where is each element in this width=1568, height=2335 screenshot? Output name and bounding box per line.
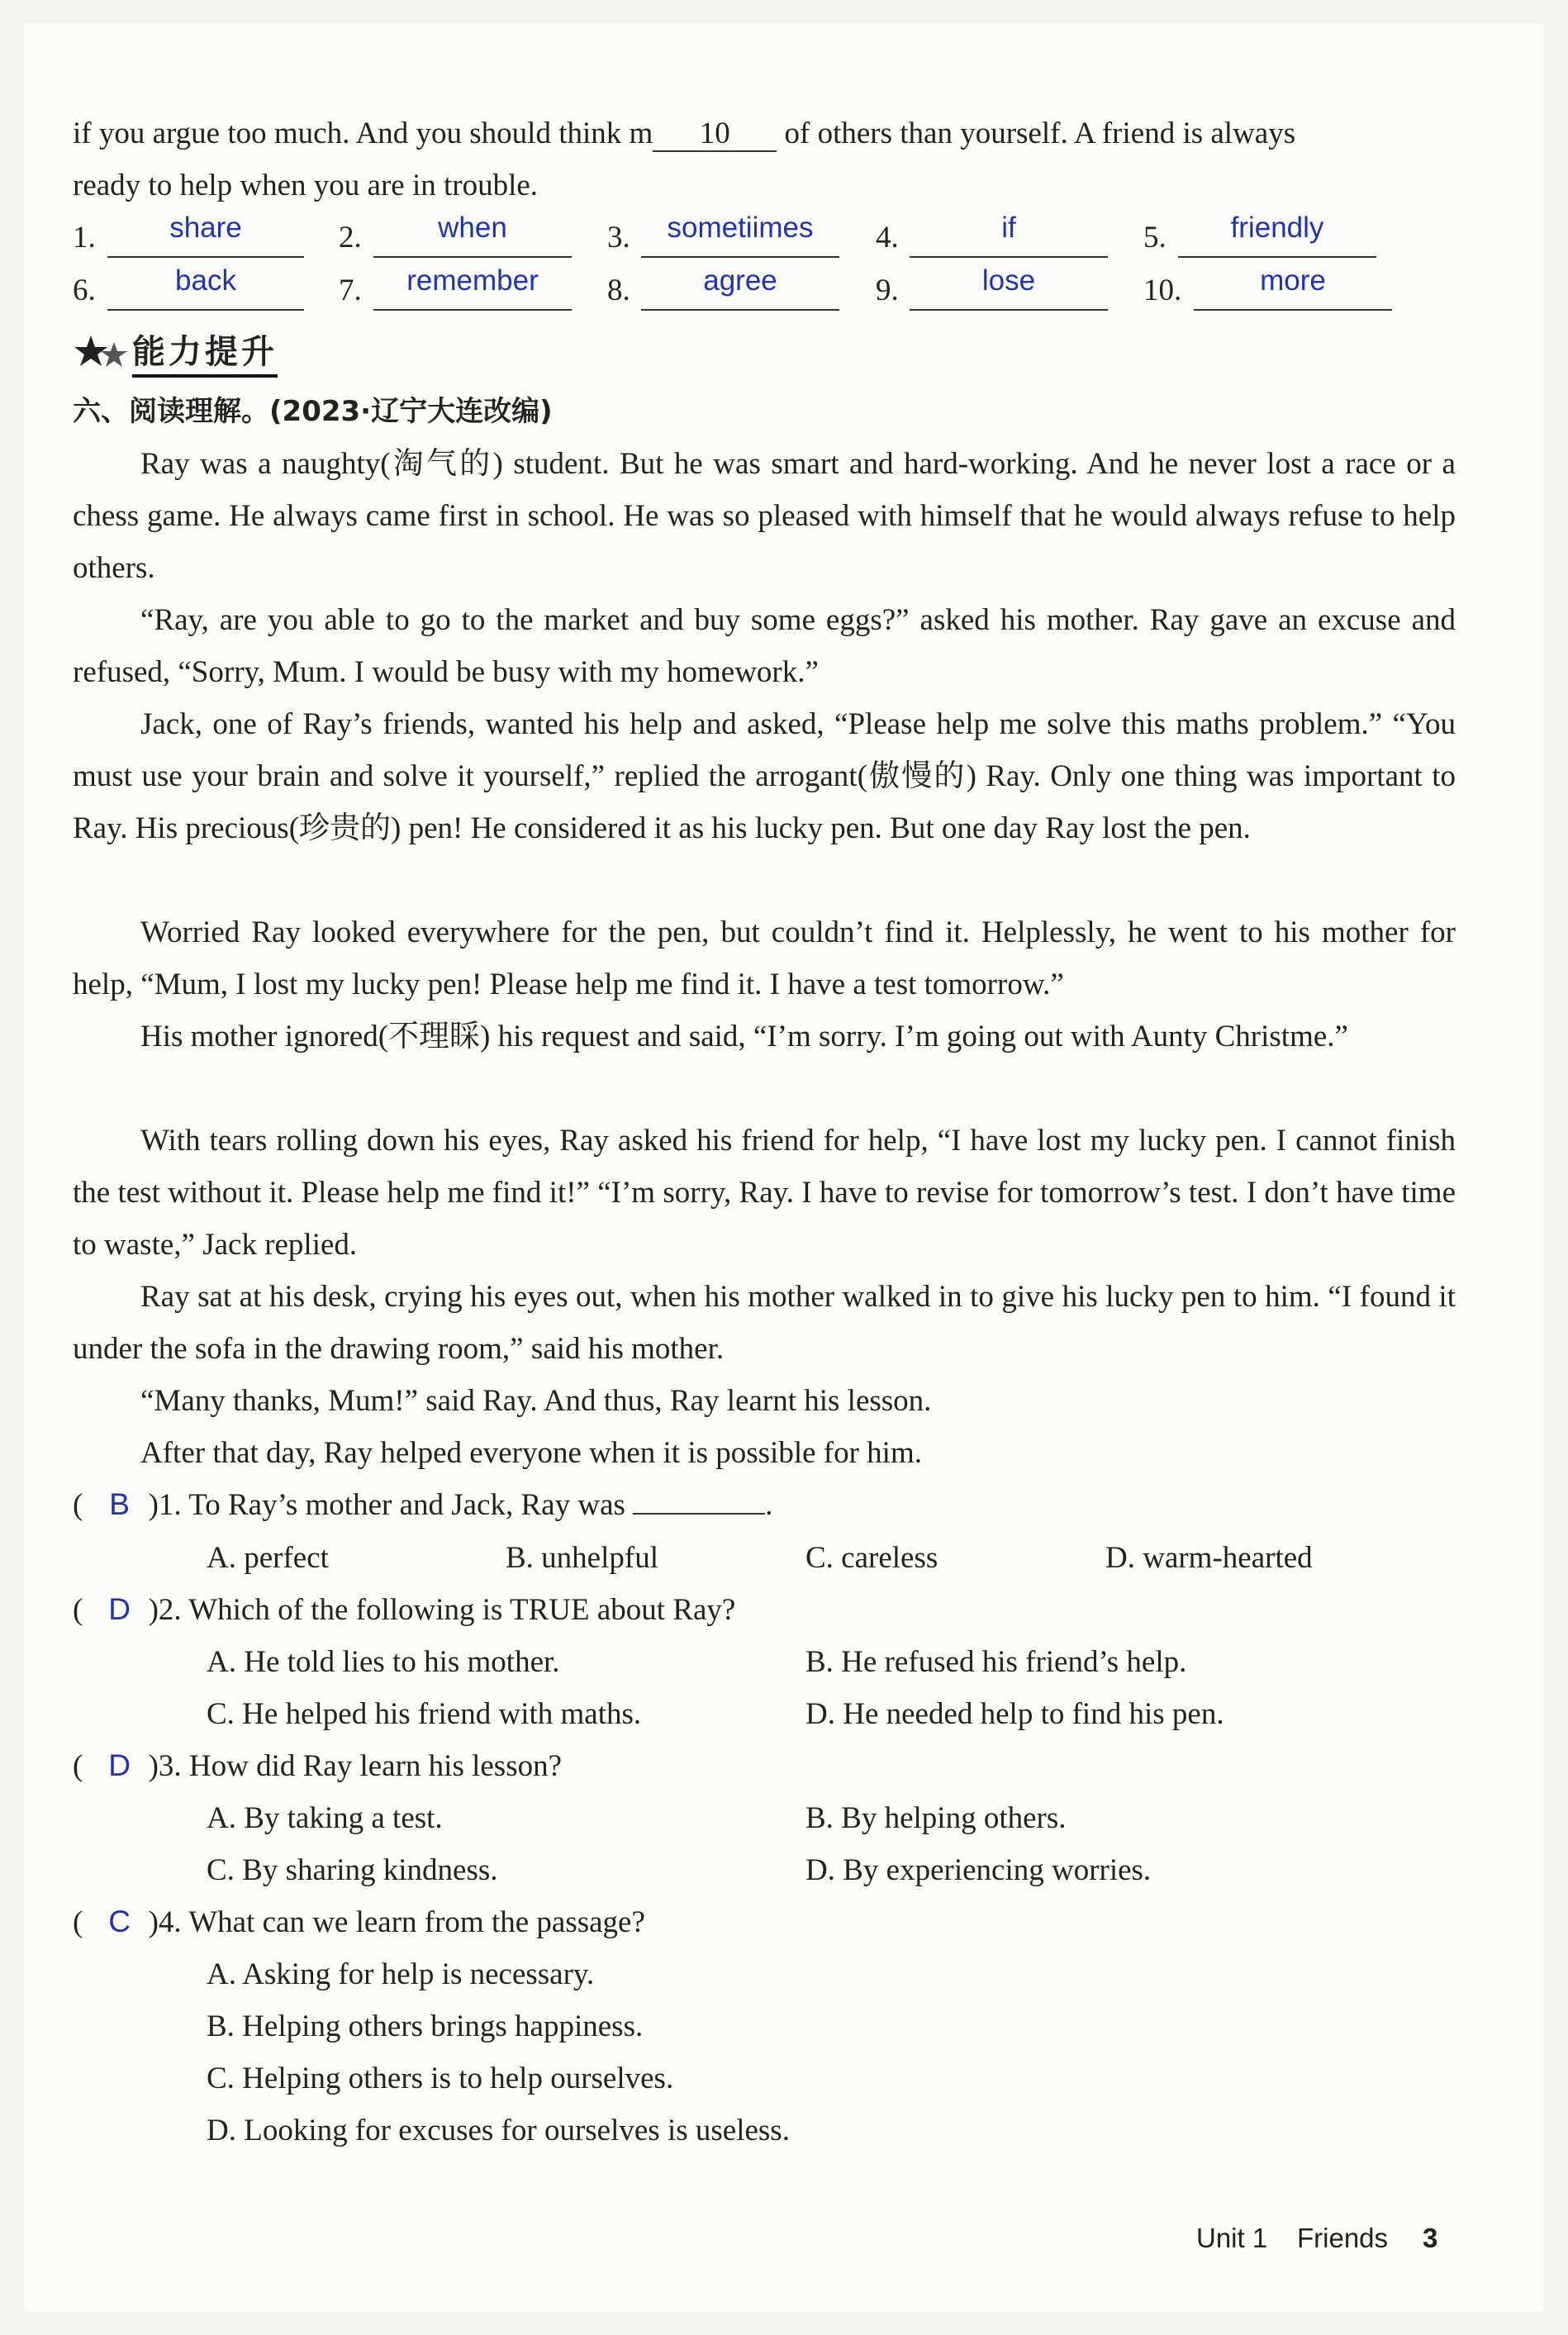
option: A. He told lies to his mother. [207,1645,560,1679]
blank-line [373,256,572,258]
blank-answer: friendly [1230,212,1324,244]
passage-paragraph: With tears rolling down his eyes, Ray asked his friend for help, “I have lost my lucky pen. I cannot finish the test without it. Please help me find it!” “I’m sorry, Ray. I have to revise for tomorrow’s test. I don’t have time to waste,” Jack replied. [73,1124,1456,1262]
passage-paragraph: Worried Ray looked everywhere for the pen, but couldn’t find it. Helplessly, he went to his mother for help, “Mum, I lost my lucky pen! Please help me find it. I have a test tomorrow.” [73,915,1456,1001]
passage-paragraph: Ray was a naughty(淘气的) student. But he was smart and hard-working. And he never lost a race or a chess game. He always came first in school. He was so pleased with himself that he would always refuse to help others. [73,447,1456,585]
option: D. warm-hearted [1105,1541,1313,1575]
option: C. He helped his friend with maths. [207,1697,642,1731]
blank-number: 4. [876,221,899,254]
blank-number: 7. [339,273,362,307]
option: B. He refused his friend’s help. [805,1645,1187,1679]
option: D. Looking for excuses for ourselves is useless. [207,2114,790,2147]
answer-choice: D [108,1592,131,1626]
section-title: 能力提升 [132,326,278,378]
passage-paragraph: After that day, Ray helped everyone when it is possible for him. [140,1436,922,1470]
inline-blank: 10 [653,117,777,152]
blank-answer: when [438,212,507,244]
answer-choice: B [109,1487,130,1521]
answer-choice: C [108,1905,131,1938]
blank-answer: if [1001,212,1016,244]
option: C. By sharing kindness. [207,1853,498,1887]
option: A. Asking for help is necessary. [207,1957,595,1991]
passage-paragraph: “Ray, are you able to go to the market and buy some eggs?” asked his mother. Ray gave an excuse and refused, “Sorry, Mum. I would be busy with my homework.” [73,603,1456,689]
stars-icon [73,331,131,380]
question: ( B )1. To Ray’s mother and Jack, Ray was . [73,1487,773,1522]
blank-number: 2. [339,221,362,254]
option: C. Helping others is to help ourselves. [207,2062,674,2095]
option: B. By helping others. [805,1801,1067,1835]
blank-number: 6. [73,273,96,307]
blank-number: 1. [73,221,96,254]
option: B. Helping others brings happiness. [207,2009,644,2043]
blank-answer: back [175,264,236,297]
blank-line [373,309,572,311]
blank-answer: lose [981,264,1036,297]
answer-choice: D [108,1748,131,1782]
blank-answer: remember [406,264,539,297]
question: ( C )4. What can we learn from the passage? [73,1905,645,1939]
blank-line [641,309,839,311]
blank-answer: share [169,212,242,244]
blank-answer: agree [703,264,777,297]
passage-paragraph: His mother ignored(不理睬) his request and said, “I’m sorry. I’m going out with Aunty Christme.” [140,1020,1348,1053]
blank-number: 10. [1143,273,1182,307]
option: A. By taking a test. [207,1801,443,1835]
passage-paragraph: “Many thanks, Mum!” said Ray. And thus, Ray learnt his lesson. [140,1384,932,1418]
text-line: if you argue too much. And you should think m 10 of others than yourself. A friend is always [73,117,1296,150]
blank-answer: sometiimes [667,212,814,244]
blank-number: 8. [607,273,630,307]
text-line: ready to help when you are in trouble. [73,169,539,202]
blank-line [641,256,839,258]
blank-number: 5. [1143,221,1166,254]
passage-paragraph: Ray sat at his desk, crying his eyes out, when his mother walked in to give his lucky pen to him. “I found it under the sofa in the drawing room,” said his mother. [73,1280,1456,1366]
footer-title: Friends [1297,2223,1389,2253]
blank-line [107,256,304,258]
reading-heading: 六、阅读理解。(2023·辽宁大连改编) [73,395,553,428]
question: ( D )3. How did Ray learn his lesson? [73,1748,563,1783]
option: D. By experiencing worries. [805,1853,1152,1887]
blank-answer: more [1260,264,1326,297]
option: B. unhelpful [506,1541,658,1575]
option: A. perfect [207,1541,329,1575]
blank-number: 3. [607,221,630,254]
blank-line [1194,309,1392,311]
blank-line [910,309,1108,311]
passage-paragraph: Jack, one of Ray’s friends, wanted his help and asked, “Please help me solve this maths problem.” “You must use your brain and solve it yourself,” replied the arrogant(傲慢的) Ray. Only one thing was important to Ray. His precious(珍贵的) pen! He considered it as his lucky pen. But one day Ray lost the pen. [73,707,1456,845]
blank-line [910,256,1108,258]
blank-number: 9. [876,273,899,307]
footer-unit: Unit 1 [1196,2223,1268,2253]
question: ( D )2. Which of the following is TRUE about Ray? [73,1592,736,1627]
option: C. careless [805,1541,938,1575]
option: D. He needed help to find his pen. [805,1697,1224,1731]
blank-line [1178,256,1376,258]
answer-blank [633,1490,765,1515]
page-number: 3 [1423,2223,1438,2253]
blank-line [107,309,304,311]
